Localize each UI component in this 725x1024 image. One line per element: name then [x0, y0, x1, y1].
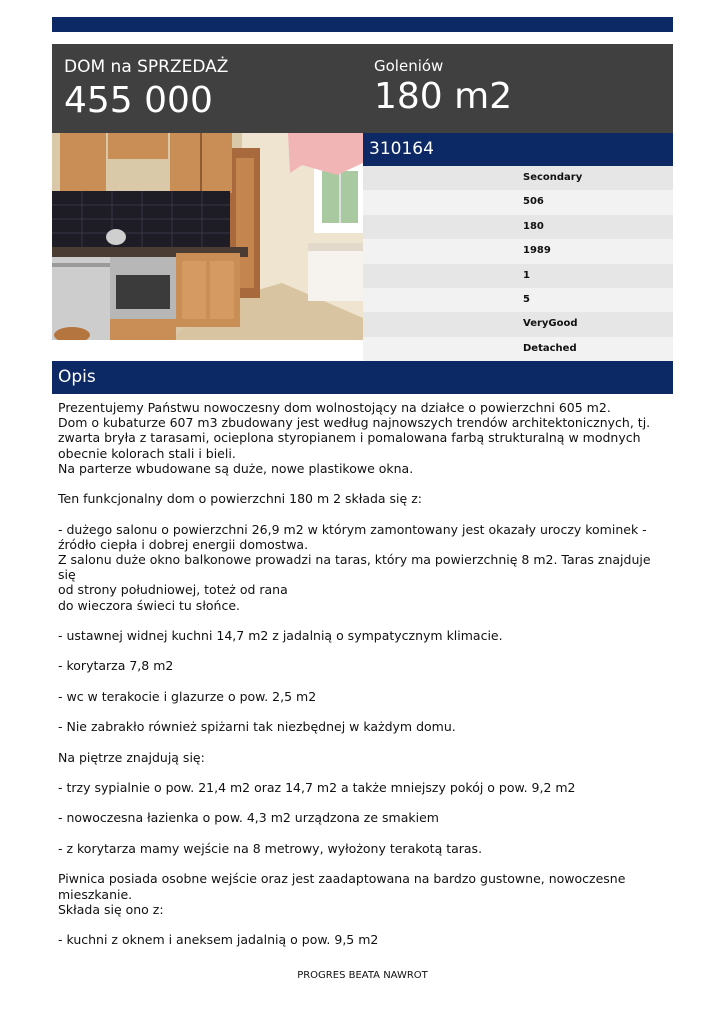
description-text: Prezentujemy Państwu nowoczesny dom wolnostojący na działce o powierzchni 605 m2. Dom o kubaturze 607 m3 zbudowany jest według najnowszych trendów architektonicznych, tj. zwarta bryła z tarasami, ocieplona styropianem i pomalowana farbą strukturalną w modnych obecnie kolorach stali i bieli. Na parterze wbudowane są duże, nowe plastikowe okna. Ten funkcjonalny dom o powierzchni 180 m 2 składa się z: - dużego salonu o powierzchni 26,9 m2 w którym zamontowany jest okazały uroczy kominek - źródło ciepła i dobrej energii domostwa. Z salonu duże okno balkonowe prowadzi na taras, który ma powierzchnię 8 m2. Taras znajduje się od strony południowej, toteż od rana do wieczora świeci tu słońce. - ustawnej widnej kuchni 14,7 m2 z jadalnią o sympatycznym klimacie. - korytarza 7,8 m2 - wc w terakocie i glazurze o pow. 2,5 m2 - Nie zabrakło również spiżarni tak niezbędnej w każdym domu. Na piętrze znajdują się: - trzy sypialnie o pow. 21,4 m2 oraz 14,7 m2 a także mniejszy pokój o pow. 9,2 m2 - nowoczesna łazienka o pow. 4,3 m2 urządzona ze smakiem - z korytarza mamy wejście na 8 metrowy, wyłożony terakotą taras. Piwnica posiada osobne wejście oraz jest zaadaptowana na bardzo gustowne, nowoczesne mieszkanie. Składa się ono z: - kuchni z oknem i aneksem jadalnią o pow. 9,5 m2: [58, 400, 651, 948]
description-body: [58, 400, 668, 947]
header-right: [374, 56, 512, 118]
property-type: DOM na SPRZEDAŻ: [64, 57, 229, 77]
spec-living-area: 180: [363, 215, 673, 239]
spec-market: Secondary: [363, 166, 673, 190]
top-accent-bar: [52, 17, 673, 32]
listing-header: [52, 44, 673, 133]
description-heading: Opis: [52, 361, 673, 394]
spec-rooms: 5: [363, 288, 673, 312]
spec-building-type: Detached: [363, 337, 673, 361]
header-left: [64, 56, 228, 122]
listing-id: 310164: [363, 133, 673, 166]
spec-list: [363, 166, 673, 361]
property-city: Goleniów: [374, 57, 444, 75]
spec-floors: 1: [363, 264, 673, 288]
spec-plot-area: 506: [363, 190, 673, 214]
agency-footer: PROGRES BEATA NAWROT: [297, 970, 428, 981]
kitchen-photo: [52, 133, 363, 340]
property-price: 455 000: [64, 80, 213, 121]
spec-condition: VeryGood: [363, 312, 673, 336]
property-area: 180 m2: [374, 76, 513, 117]
spec-build-year: 1989: [363, 239, 673, 263]
